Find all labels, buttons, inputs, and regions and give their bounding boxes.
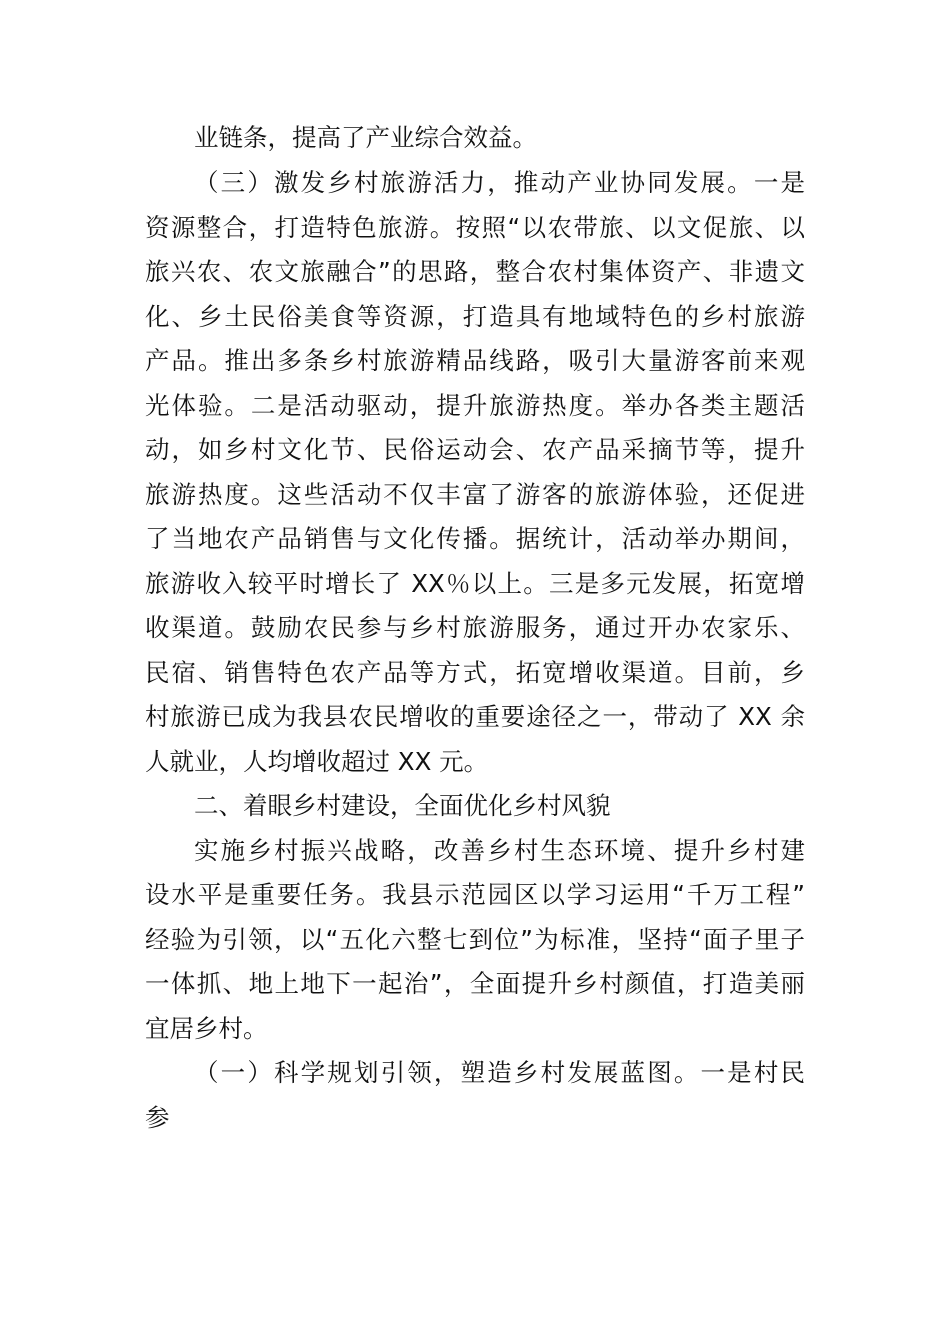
text-line: 一体抓、地上地下一起治”，全面提升乡村颜值，打造美丽 [145, 969, 805, 998]
text-line: 民宿、销售特色农产品等方式，拓宽增收渠道。目前，乡 [145, 658, 805, 687]
text-line: 产品。推出多条乡村旅游精品线路，吸引大量游客前来观 [145, 346, 805, 375]
text-line: 动，如乡村文化节、民俗运动会、农产品采摘节等，提升 [145, 435, 805, 464]
text-line: 收渠道。鼓励农民参与乡村旅游服务，通过开办农家乐、 [145, 613, 805, 642]
text-line: 村旅游已成为我县农民增收的重要途径之一，带动了 XX 余 [145, 702, 805, 731]
text-line: 旅游收入较平时增长了 XX％以上。三是多元发展，拓宽增 [145, 569, 805, 598]
text-line: 资源整合，打造特色旅游。按照“以农带旅、以文促旅、以 [145, 213, 805, 242]
text-line: 化、乡土民俗美食等资源，打造具有地域特色的乡村旅游 [145, 302, 805, 331]
text-line: 旅游热度。这些活动不仅丰富了游客的旅游体验，还促进 [145, 480, 805, 509]
text-line: 业链条，提高了产业综合效益。 [194, 123, 537, 152]
text-line: 人就业，人均增收超过 XX 元。 [145, 747, 489, 776]
text-line: 实施乡村振兴战略，改善乡村生态环境、提升乡村建 [194, 836, 805, 865]
text-line: 参 [145, 1103, 170, 1132]
text-line: 设水平是重要任务。我县示范园区以学习运用“千万工程” [145, 880, 805, 909]
section-heading-3: （三）激发乡村旅游活力，推动产业协同发展。一是 [194, 168, 805, 197]
text-line: 宜居乡村。 [145, 1014, 268, 1043]
text-line: 光体验。二是活动驱动，提升旅游热度。举办各类主题活 [145, 391, 805, 420]
section-heading-2: 二、着眼乡村建设，全面优化乡村风貌 [194, 791, 611, 820]
text-line: 旅兴农、农文旅融合”的思路，整合农村集体资产、非遗文 [145, 257, 805, 286]
section-heading-3: （一）科学规划引领，塑造乡村发展蓝图。一是村民 [194, 1058, 805, 1087]
text-line: 了当地农产品销售与文化传播。据统计，活动举办期间， [145, 524, 805, 553]
text-line: 经验为引领，以“五化六整七到位”为标准，坚持“面子里子 [145, 925, 805, 954]
